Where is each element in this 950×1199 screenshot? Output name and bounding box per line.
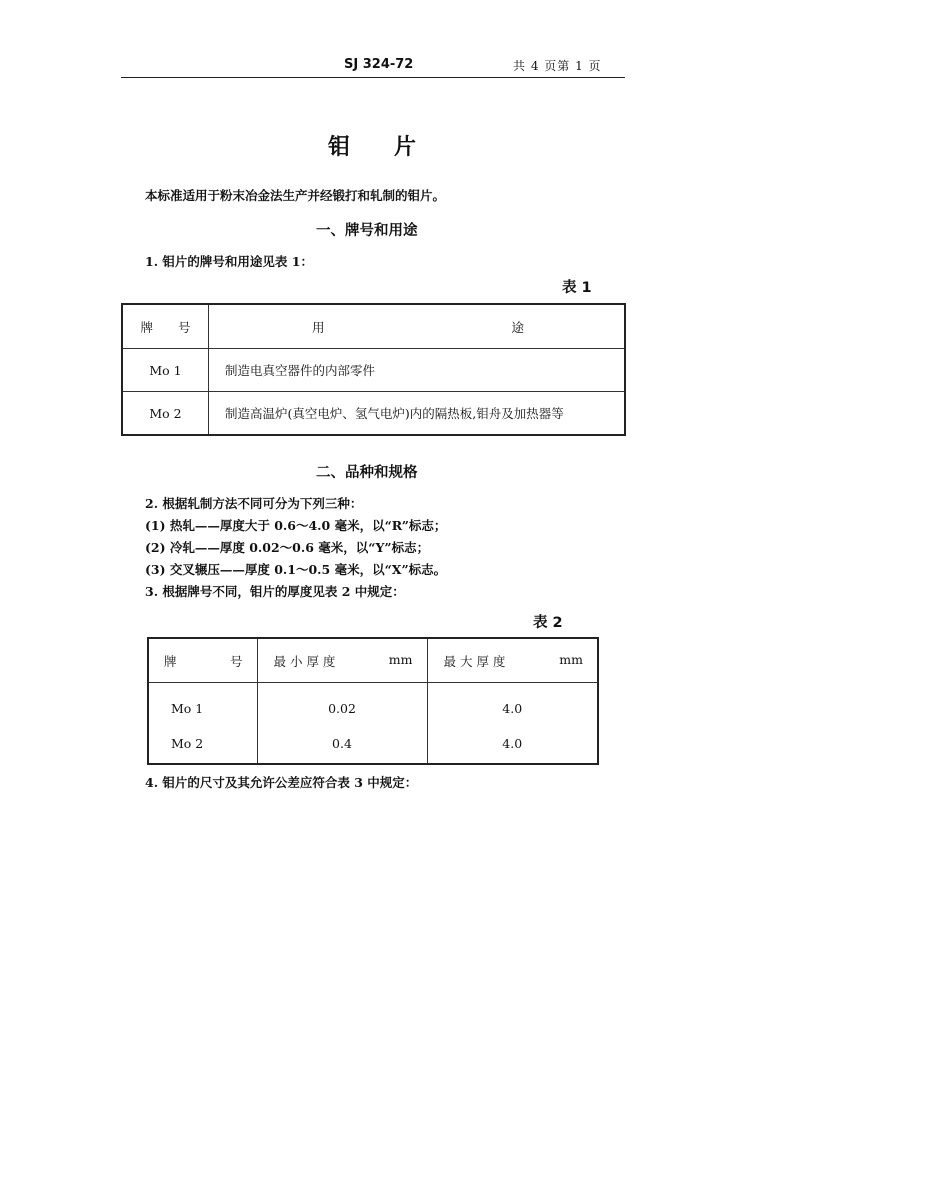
table-1-caption: 表 1 [562,280,592,296]
table-1-header-row [122,304,625,349]
document-title [328,130,416,161]
table-1-header-use-b: 途 [511,319,524,335]
section-2-heading: 二、品种和规格 [316,465,418,481]
table-2-header-grade-b: 号 [229,653,243,669]
table-1-use-cell: 制造高温炉(真空电炉、氢气电炉)内的隔热板,钼舟及加热器等 [225,406,564,421]
table-1-header-use [209,304,626,349]
table-2-min-cell: 0.02 [257,683,427,730]
table-1-grade-cell: Mo 1 [122,349,209,392]
standard-number: SJ 324-72 [344,57,414,72]
table-1-header-use-a: 用 [312,319,325,335]
table-row [148,683,598,730]
table-2-caption: 表 2 [533,615,563,631]
table-row [148,729,598,764]
table-2-min-cell: 0.4 [257,729,427,764]
section-1-heading: 一、牌号和用途 [316,223,418,239]
table-2 [147,637,599,765]
table-2-header-min-unit: mm [388,651,413,667]
item-4: 4. 钼片的尺寸及其允许公差应符合表 3 中规定： [145,775,418,790]
title-char-2: 片 [394,134,417,160]
table-2-header-grade [148,638,257,683]
title-char-1: 钼 [328,134,351,160]
item-1: 1. 钼片的牌号和用途见表 1： [145,254,313,269]
table-2-max-cell: 4.0 [502,700,523,716]
table-1-header-grade: 牌 号 [122,304,209,349]
header-rule [121,77,625,78]
table-2-header-max-unit: mm [559,651,583,667]
table-1 [121,303,626,436]
table-1-use-cell: 制造电真空器件的内部零件 [209,349,626,392]
table-2-header-min-label: 最 小 厚 度 [273,653,336,669]
item-2-sub-1: (1) 热轧——厚度大于 0.6～4.0 毫米，以“R”标志； [145,518,447,533]
table-2-grade-cell: Mo 2 [148,729,257,764]
table-2-header-row [148,638,598,683]
table-2-max-cell: 4.0 [502,735,523,751]
page-info: 共 4 页第 1 页 [513,59,602,73]
table-1-grade-cell: Mo 2 [122,392,209,436]
table-row [122,392,625,436]
intro-paragraph: 本标准适用于粉末冶金法生产并经锻打和轧制的钼片。 [145,188,446,203]
table-2-header-max [427,638,598,683]
item-2-sub-3: (3) 交叉辗压——厚度 0.1～0.5 毫米，以“X”标志。 [145,562,447,577]
item-3: 3. 根据牌号不同，钼片的厚度见表 2 中规定： [145,584,405,599]
table-2-grade-cell: Mo 1 [148,683,257,730]
item-2: 2. 根据轧制方法不同可分为下列三种： [145,496,363,511]
table-row [122,349,625,392]
table-2-header-max-label: 最 大 厚 度 [443,653,506,669]
item-2-sub-2: (2) 冷轧——厚度 0.02～0.6 毫米，以“Y”标志； [145,540,430,555]
table-2-header-grade-a: 牌 [164,653,177,669]
table-2-header-min [257,638,427,683]
